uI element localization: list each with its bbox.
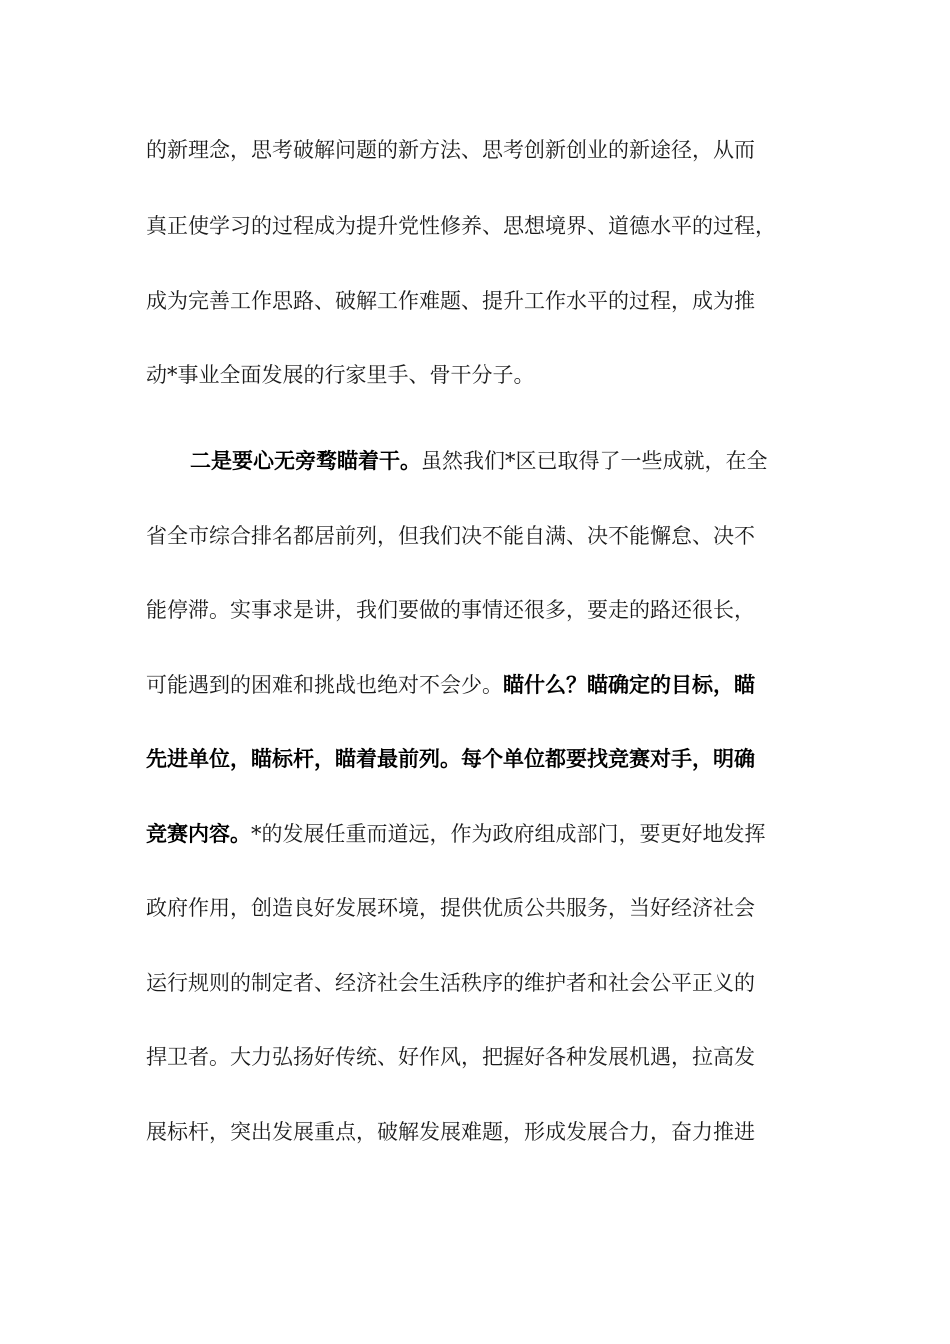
emphasis-line: 先进单位，瞄标杆，瞄着最前列。每个单位都要找竞赛对手，明确: [146, 746, 755, 771]
text-run: *的发展任重而道远，作为政府组成部门，要更好地发挥: [251, 822, 766, 846]
text-line: 的新理念，思考破解问题的新方法、思考创新创业的新途径，从而: [146, 138, 755, 162]
text-line: 动*事业全面发展的行家里手、骨干分子。: [146, 363, 535, 387]
text-line: 真正使学习的过程成为提升党性修养、思想境界、道德水平的过程，: [146, 214, 776, 238]
text-line: 捍卫者。大力弘扬好传统、好作风，把握好各种发展机遇，拉高发: [146, 1045, 755, 1069]
emphasis-text: 竞赛内容。: [146, 821, 251, 846]
emphasis-text: 瞄什么？瞄确定的目标，瞄: [503, 672, 755, 697]
text-line: [146, 814, 806, 854]
text-line: 能停滞。实事求是讲，我们要做的事情还很多，要走的路还很长，: [146, 598, 755, 622]
text-line: 政府作用，创造良好发展环境，提供优质公共服务，当好经济社会: [146, 896, 755, 920]
section-heading: 二是要心无旁骛瞄着干。: [190, 448, 421, 473]
text-line: 运行规则的制定者、经济社会生活秩序的维护者和社会公平正义的: [146, 971, 755, 995]
paragraph-first-line: [190, 441, 806, 481]
text-line: 成为完善工作思路、破解工作难题、提升工作水平的过程，成为推: [146, 289, 755, 313]
text-run: 虽然我们*区已取得了一些成就，在全: [421, 449, 768, 473]
text-line: 省全市综合排名都居前列，但我们决不能自满、决不能懈怠、决不: [146, 524, 755, 548]
text-line: [146, 665, 806, 705]
text-line: 展标杆，突出发展重点，破解发展难题，形成发展合力，奋力推进: [146, 1120, 755, 1144]
text-run: 可能遇到的困难和挑战也绝对不会少。: [146, 673, 503, 697]
